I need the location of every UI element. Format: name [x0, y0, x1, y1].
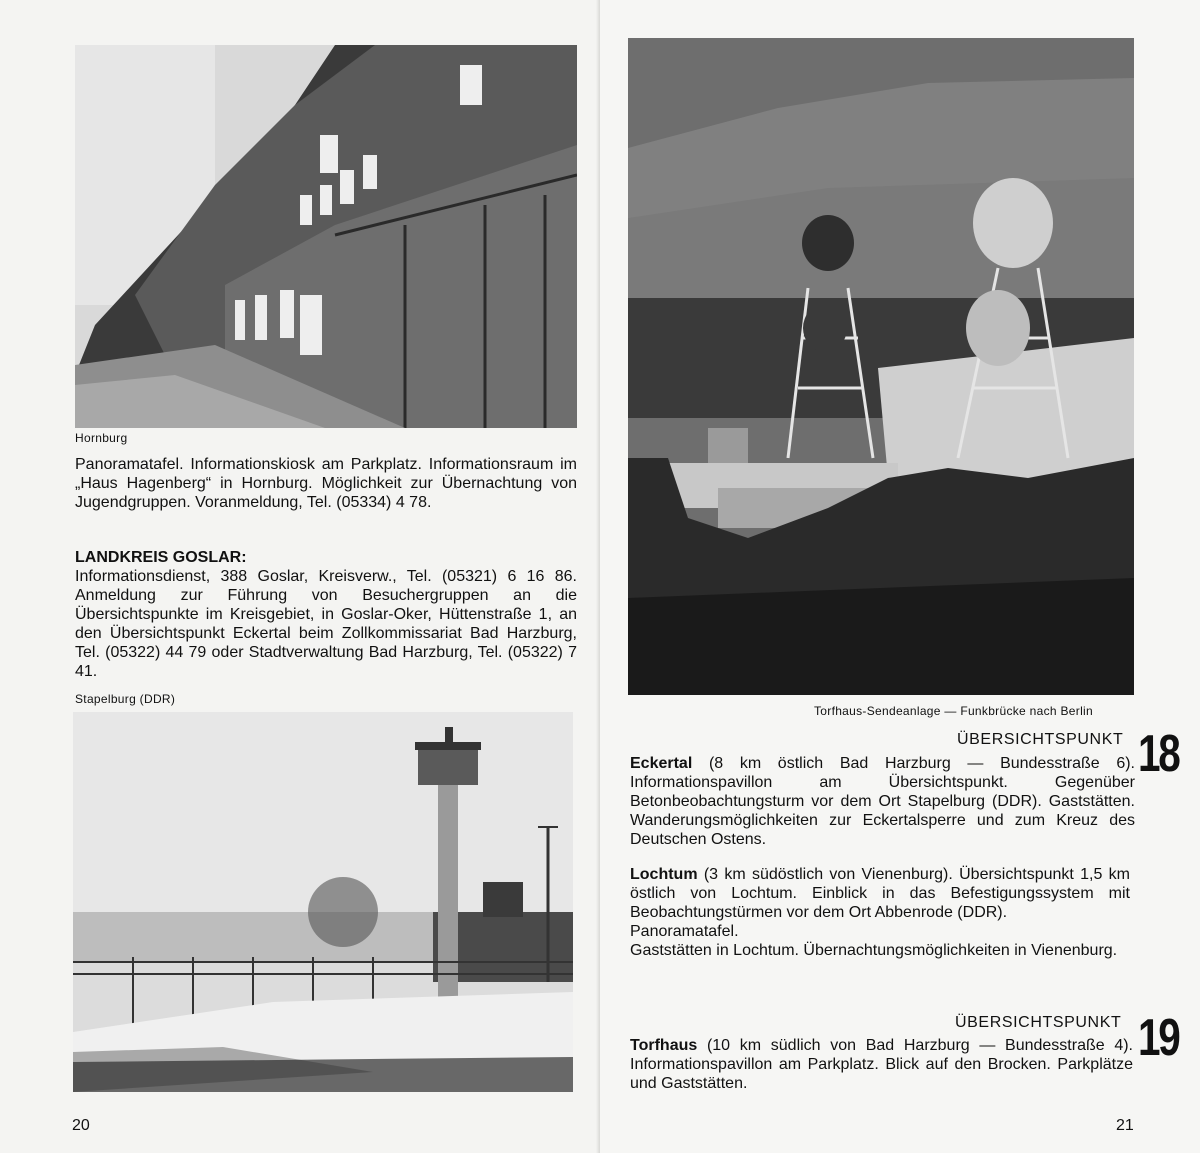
lochtum-facilities: Gaststätten in Lochtum. Übernachtungsmöglichkeiten in Vienenburg. — [630, 942, 1118, 959]
torfhaus-text: Informationspavillon am Parkplatz. Blick auf den Brocken. Parkplätze und Gaststätten. — [630, 1056, 1133, 1092]
goslar-section — [75, 548, 577, 681]
lochtum-panorama: Panoramatafel. — [630, 923, 739, 940]
hornburg-photo — [75, 45, 577, 428]
torfhaus-name: Torfhaus — [630, 1037, 698, 1054]
torfhaus-entry — [630, 1036, 1133, 1093]
stapelburg-caption: Stapelburg (DDR) — [75, 692, 176, 706]
right-page — [600, 0, 1200, 1153]
eckertal-entry — [630, 754, 1135, 849]
torfhaus-paragraph — [630, 1036, 1133, 1093]
kp19-label: ÜBERSICHTSPUNKT — [955, 1014, 1122, 1031]
torfhaus-photo — [628, 38, 1134, 695]
lochtum-paragraph — [630, 865, 1130, 922]
section-paragraph: Informationsdienst, 388 Goslar, Kreisverw., Tel. (05321) 6 16 86. Anmeldung zur Führung von Besuchergruppen an die Übersichtspunkte im Kreisgebiet, in Goslar-Oker, Hüttenstraße 1, an den Übersichtspunkt Eckertal beim Zollkommissariat Bad Harzburg, Tel. (05322) 44 79 oder Stadtverwaltung Bad Harzburg, Tel. (05322) 7 41. — [75, 568, 577, 680]
intro-paragraph — [75, 455, 577, 512]
kp18-label: ÜBERSICHTSPUNKT — [957, 731, 1124, 748]
section-heading: LANDKREIS GOSLAR: — [75, 549, 247, 566]
intro-text: Panoramatafel. Informationskiosk am Parkplatz. Informationsraum im „Haus Hagenberg“ in Hornburg. Möglichkeit zur Übernachtung von Jugendgruppen. Voranmeldung, Tel. (05334) 4 78. — [75, 456, 577, 511]
eckertal-paragraph — [630, 754, 1135, 849]
kp18-number: 18 — [1138, 725, 1179, 783]
page-number-left: 20 — [72, 1117, 90, 1134]
eckertal-location: (8 km östlich Bad Harzburg — Bundesstraße 6). — [708, 755, 1136, 772]
stapelburg-photo — [73, 712, 573, 1092]
lochtum-text: Übersichtspunkt 1,5 km östlich von Lochtum. Einblick in das Befestigungssystem mit Beobachtungstürmen vor dem Ort Abbenrode (DDR). — [630, 866, 1130, 921]
kp19-number: 19 — [1138, 1009, 1179, 1067]
eckertal-text: Informationspavillon am Übersichtspunkt. Gegenüber Betonbeobachtungsturm vor dem Ort Stapelburg (DDR). Gaststätten. Wanderungsmöglichkeiten zur Eckertalsperre und zum Kreuz des Deutschen Ostens. — [630, 774, 1135, 848]
torfhaus-location: (10 km südlich von Bad Harzburg — Bundesstraße 4). — [706, 1037, 1133, 1054]
torfhaus-caption: Torfhaus-Sendeanlage — Funkbrücke nach Berlin — [814, 704, 1093, 718]
page-number-right: 21 — [1116, 1117, 1134, 1134]
lochtum-name: Lochtum — [630, 866, 698, 883]
hornburg-caption: Hornburg — [75, 431, 128, 445]
lochtum-entry — [630, 865, 1130, 960]
eckertal-name: Eckertal — [630, 755, 693, 772]
lochtum-location: (3 km südöstlich von Vienenburg). — [703, 866, 953, 883]
